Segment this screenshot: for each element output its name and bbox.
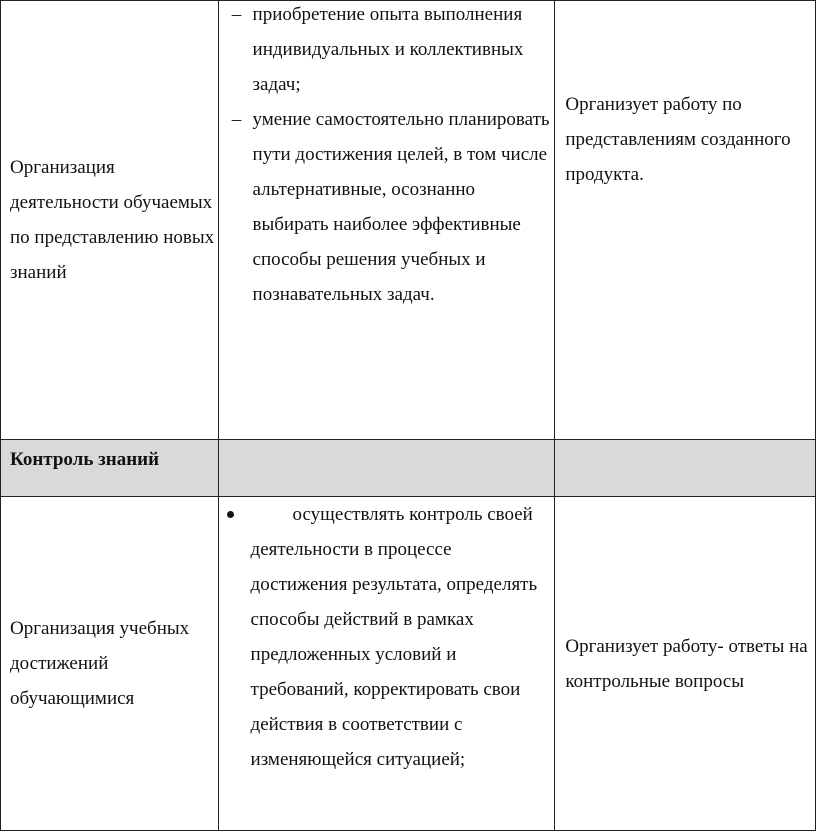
stage-cell bbox=[1, 497, 219, 831]
empty-cell bbox=[555, 440, 816, 497]
skill-text: умение самостоятельно планировать пути достижения целей, в том числе альтернативные, осознанно выбирать наиболее эффективные способы решения учебных и познавательных задач. bbox=[252, 109, 550, 305]
list-item bbox=[219, 0, 555, 102]
skill-text: приобретение опыта выполнения индивидуальных и коллективных задач; bbox=[252, 4, 524, 95]
teacher-activity-cell bbox=[555, 497, 816, 831]
skills-cell bbox=[218, 1, 555, 440]
teacher-activity-cell bbox=[555, 1, 816, 440]
skills-list bbox=[219, 0, 555, 312]
skill-continuation: деятельности в процессе достижения результата, определять способы действий в рамках предложенных условий и требований, корректировать свои действия в соответствии с изменяющейся ситуацией; bbox=[250, 539, 538, 770]
section-title: Контроль знаний bbox=[1, 440, 219, 497]
dash-marker: – bbox=[231, 109, 242, 130]
stage-text: Организация деятельности обучаемых по представлению новых знаний bbox=[10, 157, 215, 283]
dash-marker: – bbox=[231, 4, 242, 25]
bullet-icon bbox=[227, 511, 234, 518]
stage-cell bbox=[1, 1, 219, 440]
list-item bbox=[219, 102, 555, 312]
table-row bbox=[1, 1, 816, 440]
table-row bbox=[1, 497, 816, 831]
skills-cell bbox=[218, 497, 555, 831]
skill-first-line bbox=[219, 497, 549, 532]
section-header-row bbox=[1, 440, 816, 497]
empty-cell bbox=[218, 440, 555, 497]
stage-text: Организация учебных достижений обучающимися bbox=[10, 618, 190, 709]
teacher-activity-text: Организует работу по представлениям созданного продукта. bbox=[565, 94, 791, 185]
teacher-activity-text: Организует работу- ответы на контрольные вопросы bbox=[565, 635, 808, 692]
skill-text: осуществлять контроль своей bbox=[292, 504, 533, 525]
